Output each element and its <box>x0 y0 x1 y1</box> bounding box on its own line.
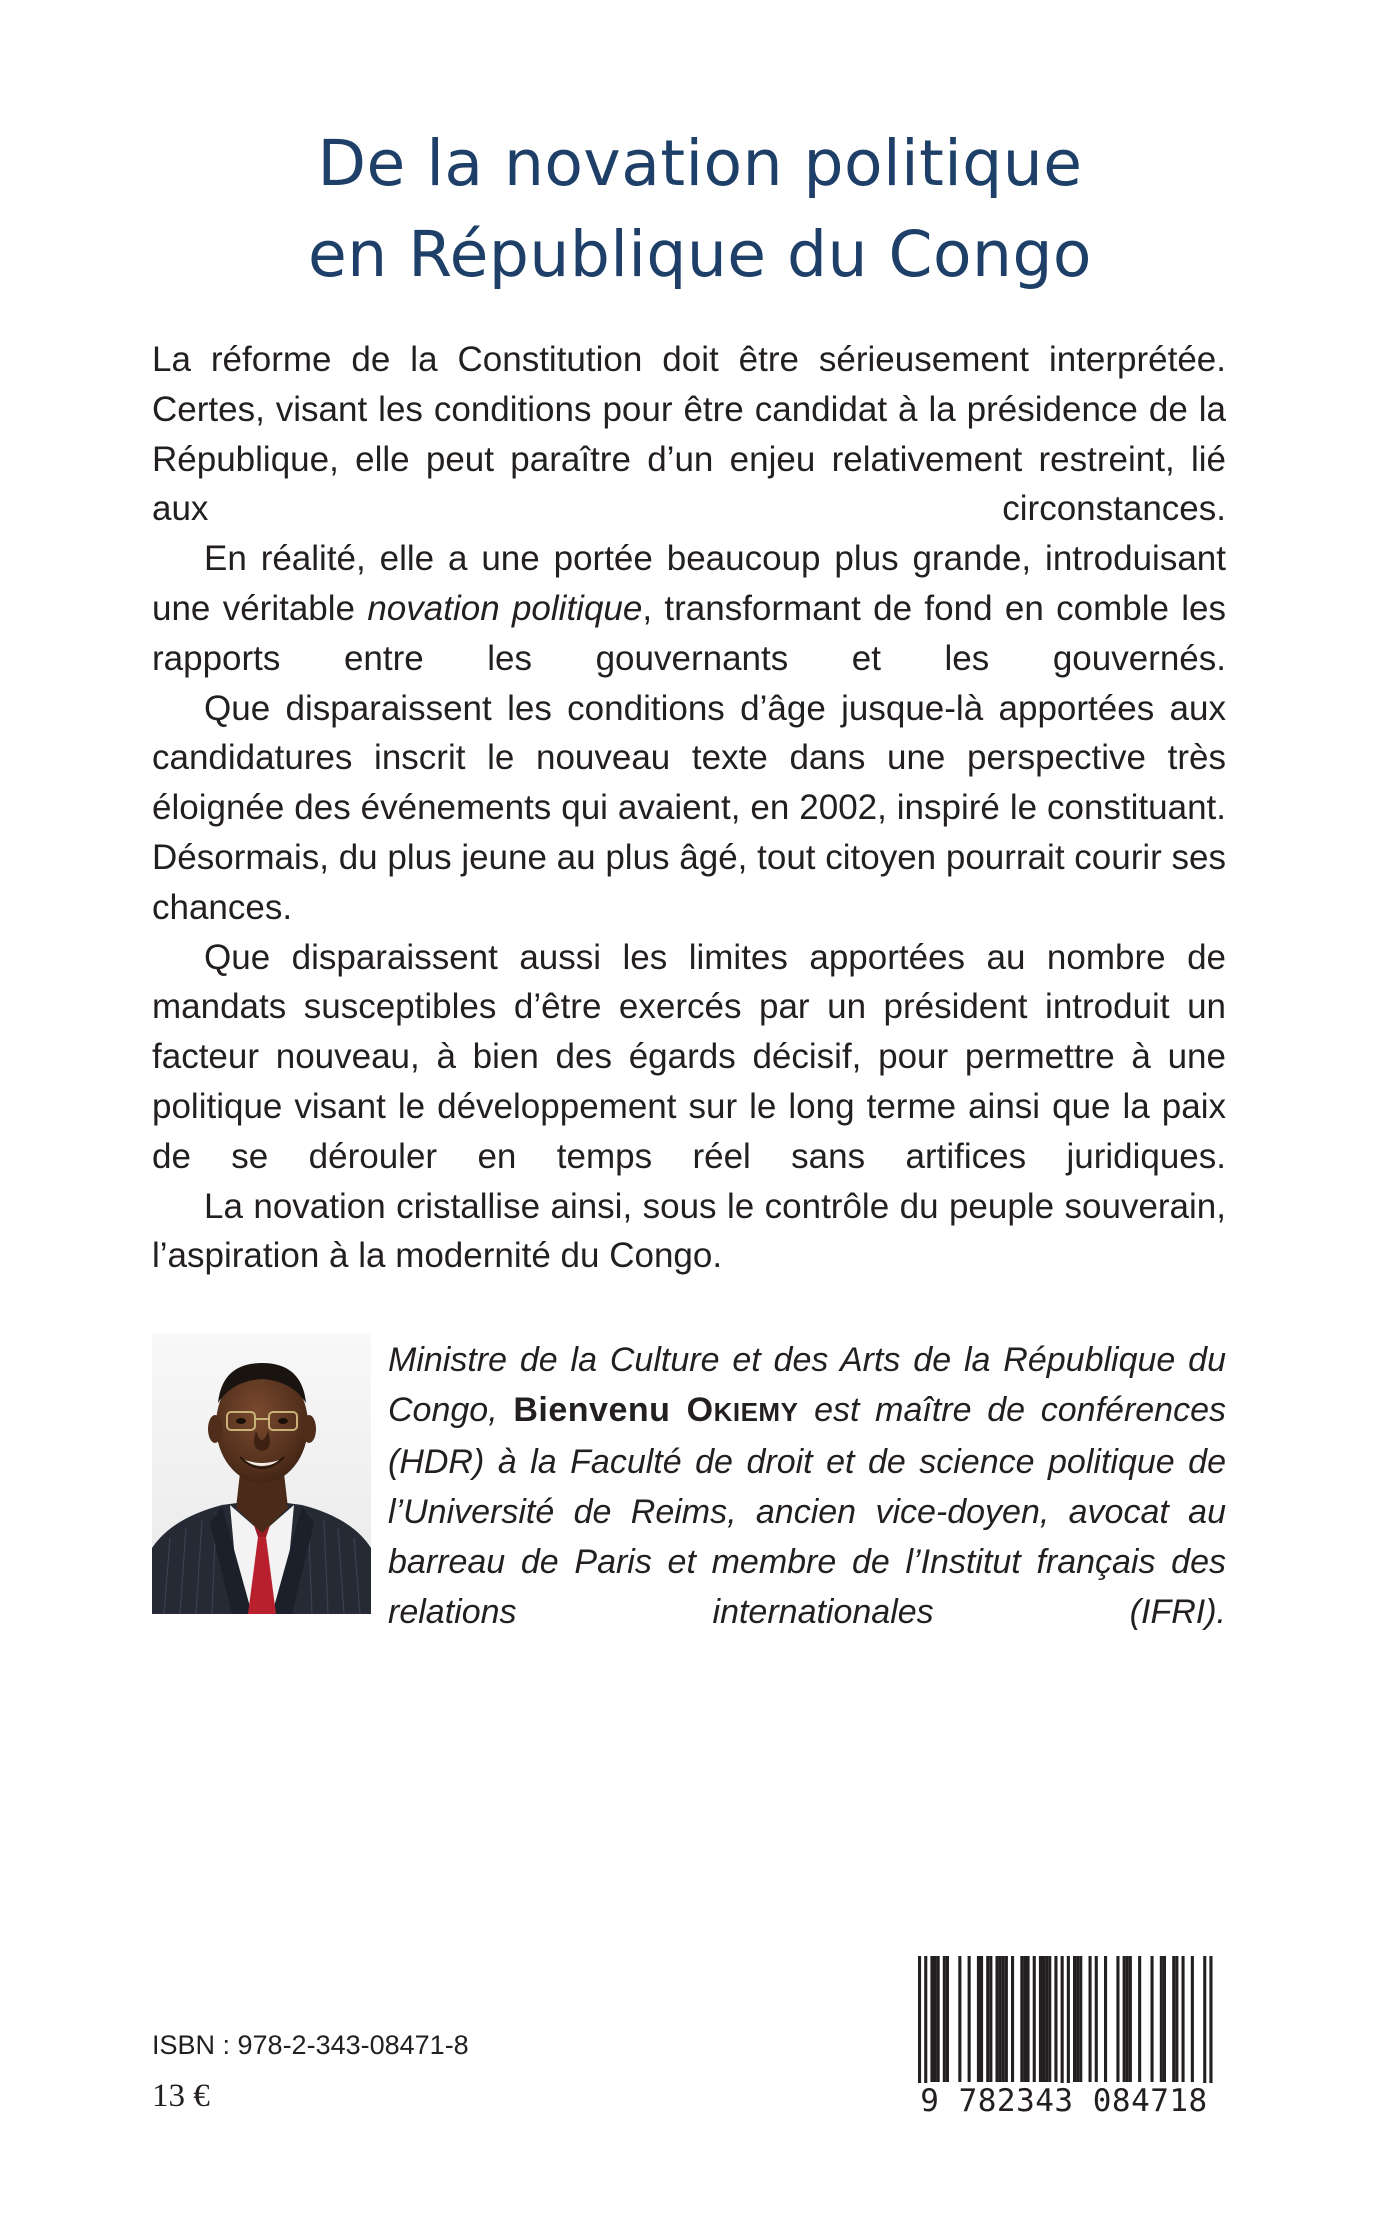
blurb <box>152 335 1226 1281</box>
barcode-guard-bar <box>1061 1956 1064 2096</box>
barcode-bar <box>1073 1956 1076 2082</box>
author-last-name-initial: O <box>686 1391 714 1429</box>
barcode-bar <box>1104 1956 1107 2082</box>
barcode-bar <box>1076 1956 1079 2082</box>
title-line-2: en République du Congo <box>308 218 1092 291</box>
blurb-paragraph-2 <box>152 534 1226 683</box>
blurb-paragraph-2-end: , transformant de fond en comble les rapports entre les gouvernants et les gouvernés. <box>152 588 1226 678</box>
author-portrait-image <box>152 1333 371 1614</box>
barcode-bar <box>1023 1956 1026 2082</box>
barcode-bar <box>1048 1956 1051 2082</box>
barcode-guard-bar <box>1209 1956 1212 2096</box>
barcode-bar <box>1129 1956 1132 2082</box>
barcode-bar <box>999 1956 1002 2082</box>
barcode-bar <box>1042 1956 1045 2082</box>
book-title <box>0 118 1400 300</box>
barcode-bar <box>930 1956 933 2082</box>
blurb-paragraph-3: Que disparaissent les conditions d’âge jusque-là apportées aux candidatures inscrit le nouveau texte dans une perspective très éloignée des événements qui avaient, en 2002, inspiré le constituant. Désormais, du plus jeune au plus âgé, tout citoyen pourrait courir ses chances. <box>152 688 1226 927</box>
barcode-bar <box>1005 1956 1008 2082</box>
barcode-bar <box>986 1956 989 2082</box>
barcode-bar <box>946 1956 949 2082</box>
barcode-bar <box>937 1956 940 2082</box>
price: 13 € <box>152 2078 210 2114</box>
bio-text-end: est maître de conférences (HDR) à la Faculté de droit et de science politique de l’Université de Reims, ancien vice-doyen, avocat au barreau de Paris et membre de l’Institut français des relations internationales (IFRI). <box>388 1391 1226 1631</box>
barcode-bar <box>1027 1956 1030 2082</box>
barcode-bar <box>1191 1956 1194 2082</box>
blurb-paragraph-2-start: En réalité, elle a une portée beaucoup plus grande, introduisant une véritable <box>152 539 1226 628</box>
title-line-1: De la novation politique <box>317 127 1083 200</box>
barcode-bar <box>1095 1956 1098 2082</box>
barcode-bar <box>1002 1956 1005 2082</box>
barcode-bar <box>1172 1956 1175 2082</box>
barcode-bar <box>996 1956 999 2082</box>
barcode-bar <box>943 1956 946 2082</box>
barcode-bar <box>977 1956 980 2082</box>
author-name <box>513 1391 798 1429</box>
blurb-paragraph-5: La novation cristallise ainsi, sous le contrôle du peuple souverain, l’aspiration à la modernité du Congo. <box>152 1186 1226 1276</box>
barcode-bar <box>1054 1956 1057 2082</box>
isbn-number: ISBN : 978-2-343-08471-8 <box>152 2030 469 2060</box>
barcode-bar <box>989 1956 992 2082</box>
barcode-guard-bar <box>1067 1956 1070 2096</box>
barcode-guard-bar <box>918 1956 921 2096</box>
blurb-paragraph-1: La réforme de la Constitution doit être sérieusement interprétée. Certes, visant les conditions pour être candidat à la présidence de la République, elle peut paraître d’un enjeu relativement restreint, lié aux circonstances. <box>152 340 1226 529</box>
barcode-bar <box>1020 1956 1023 2082</box>
barcode-bar <box>934 1956 937 2082</box>
italic-phrase: novation politique <box>367 588 643 628</box>
barcode-bar <box>980 1956 983 2082</box>
barcode-bar <box>1163 1956 1166 2082</box>
author-last-name-rest: KIEMY <box>713 1397 799 1427</box>
barcode-bar <box>1182 1956 1185 2082</box>
barcode-bar <box>1160 1956 1163 2082</box>
barcode-bar <box>1039 1956 1042 2082</box>
barcode-bar <box>1175 1956 1178 2082</box>
author-first-name: Bienvenu <box>513 1391 687 1429</box>
barcode-bar <box>958 1956 961 2082</box>
barcode-bar <box>1126 1956 1129 2082</box>
author-photo <box>152 1333 371 1614</box>
author-bio <box>388 1335 1226 1637</box>
barcode-digits: 9 782343 084718 <box>904 2083 1224 2119</box>
barcode-bar <box>968 1956 971 2082</box>
barcode-bar <box>1045 1956 1048 2082</box>
barcode-bar <box>1138 1956 1141 2082</box>
bio-text-start: Ministre de la Culture et des Arts de la République du Congo, <box>388 1341 1226 1429</box>
barcode-bar <box>1123 1956 1126 2082</box>
barcode-guard-bar <box>1203 1956 1206 2096</box>
barcode-bar <box>1116 1956 1119 2082</box>
barcode-bar <box>1089 1956 1092 2082</box>
barcode-bar <box>1033 1956 1036 2082</box>
blurb-paragraph-4: Que disparaissent aussi les limites apportées au nombre de mandats susceptibles d’être exercés par un président introduit un facteur nouveau, à bien des égards décisif, pour permettre à une politique visant le développement sur le long terme ainsi que la paix de se dérouler en temps réel sans artifices juridiques. <box>152 937 1226 1176</box>
barcode-bar <box>1079 1956 1082 2082</box>
barcode-bar <box>1151 1956 1154 2082</box>
barcode-bar <box>1011 1956 1014 2082</box>
barcode-guard-bar <box>924 1956 927 2096</box>
